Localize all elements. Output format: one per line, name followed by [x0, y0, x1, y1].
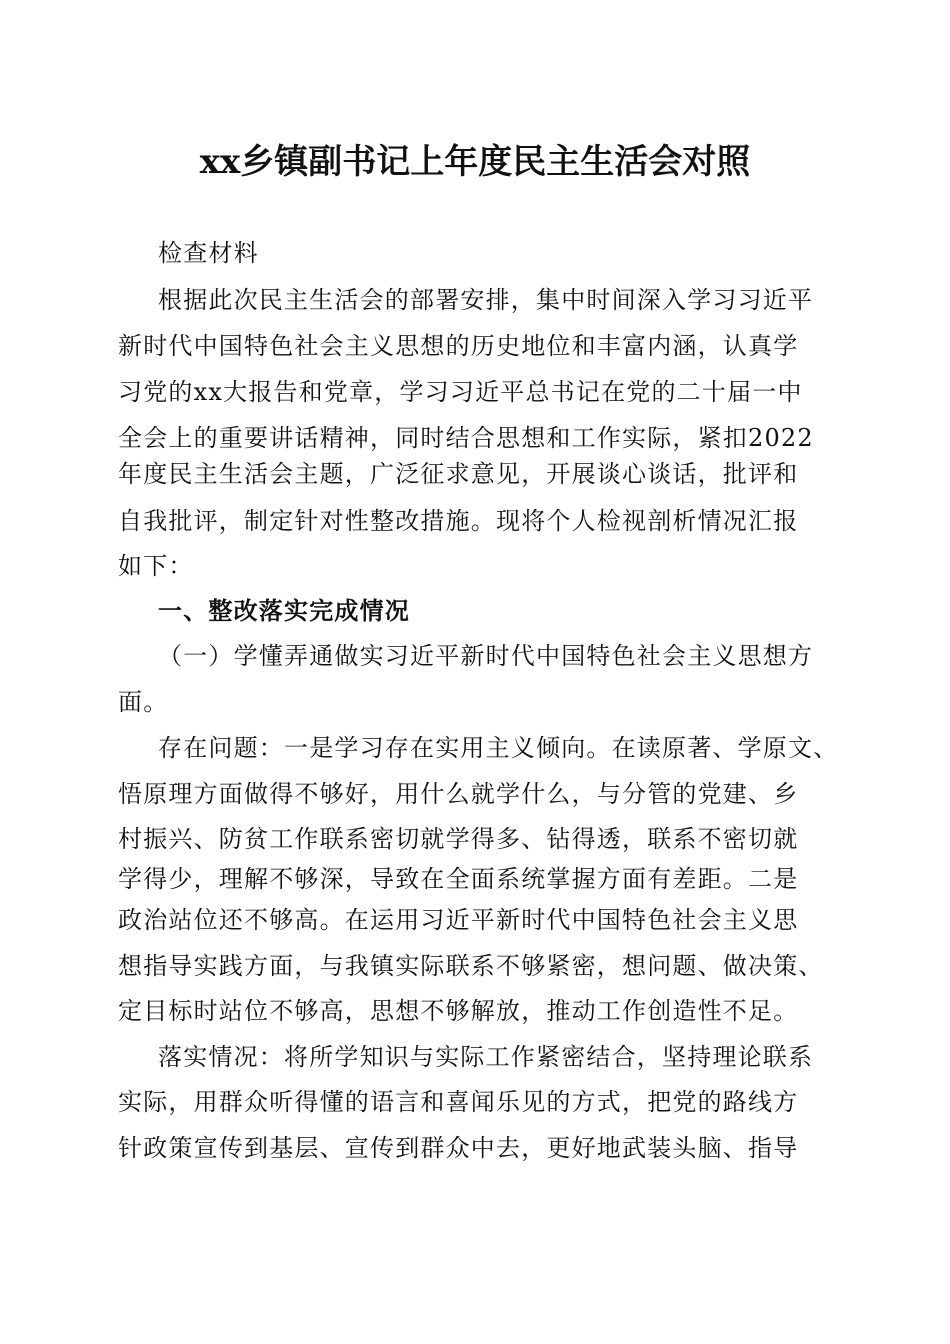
subsection-heading: 面。 — [118, 688, 169, 716]
paragraph-line: 实际，用群众听得懂的语言和喜闻乐见的方式，把党的路线方 — [118, 1088, 799, 1116]
document-title: xx乡镇副书记上年度民主生活会对照 — [199, 142, 751, 182]
paragraph-line: 政治站位还不够高。在运用习近平新时代中国特色社会主义思 — [118, 906, 799, 934]
paragraph-line: 根据此次民主生活会的部署安排，集中时间深入学习习近平 — [158, 286, 814, 314]
paragraph-line: 自我批评，制定针对性整改措施。现将个人检视剖析情况汇报 — [118, 507, 799, 535]
paragraph-line: 如下： — [118, 552, 194, 580]
subtitle-line: 检查材料 — [158, 239, 259, 267]
paragraph-line: 悟原理方面做得不够好，用什么就学什么，与分管的党建、乡 — [118, 780, 799, 808]
paragraph-line: 定目标时站位不够高，思想不够解放，推动工作创造性不足。 — [118, 997, 799, 1025]
subsection-heading: （一）学懂弄通做实习近平新时代中国特色社会主义思想方 — [158, 642, 814, 670]
section-heading: 一、整改落实完成情况 — [158, 596, 410, 625]
paragraph-line: 习党的xx大报告和党章，学习习近平总书记在党的二十届一中 — [118, 378, 803, 406]
paragraph-line: 针政策宣传到基层、宣传到群众中去，更好地武装头脑、指导 — [118, 1134, 799, 1162]
paragraph-line: 落实情况：将所学知识与实际工作紧密结合，坚持理论联系 — [158, 1043, 814, 1071]
paragraph-line: 存在问题：一是学习存在实用主义倾向。在读原著、学原文、 — [158, 734, 839, 762]
paragraph-line: 新时代中国特色社会主义思想的历史地位和丰富内涵，认真学 — [118, 332, 799, 360]
paragraph-line: 村振兴、防贫工作联系密切就学得多、钻得透，联系不密切就 — [118, 825, 799, 853]
paragraph-line: 学得少，理解不够深，导致在全面系统掌握方面有差距。二是 — [118, 865, 799, 893]
paragraph-line: 想指导实践方面，与我镇实际联系不够紧密，想问题、做决策、 — [118, 952, 824, 980]
paragraph-line: 年度民主生活会主题，广泛征求意见，开展谈心谈话，批评和 — [118, 460, 799, 488]
paragraph-line: 全会上的重要讲话精神，同时结合思想和工作实际，紧扣2022 — [118, 424, 814, 452]
